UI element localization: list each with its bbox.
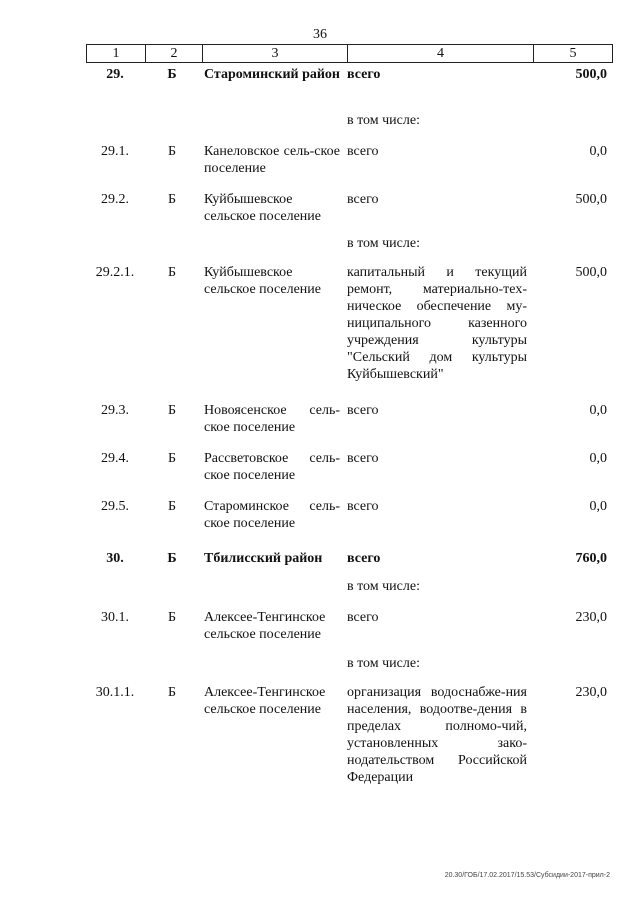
row-number: 29.2. <box>101 192 129 207</box>
row-purpose: всего <box>347 610 379 625</box>
row-category: Б <box>167 551 177 566</box>
row-category: Б <box>167 144 177 159</box>
header-col-1: 1 <box>87 45 146 63</box>
row-number: 29.5. <box>101 499 129 514</box>
row-amount: 0,0 <box>589 403 607 418</box>
header-col-3: 3 <box>203 45 348 63</box>
row-purpose: всего <box>347 144 379 159</box>
row-number: 30.1. <box>101 610 129 625</box>
row-recipient: Новоясенское сель-ское поселение <box>204 403 340 435</box>
row-number: 29.1. <box>101 144 129 159</box>
row-recipient: Рассветовское сель-ское поселение <box>204 451 340 483</box>
row-recipient: Алексее-Тенгинское сельское поселение <box>204 610 326 642</box>
header-col-5: 5 <box>534 45 613 63</box>
row-category: Б <box>167 685 177 700</box>
row-recipient: Куйбышевское сельское поселение <box>204 265 321 297</box>
row-category: Б <box>167 192 177 207</box>
row-purpose: организация водоснабже-ния населения, водоотве-дения в пределах полномо-чий, установленных зако-нодательством Российской Федерации <box>347 685 527 785</box>
including-label: в том числе: <box>347 579 420 594</box>
row-amount: 230,0 <box>575 685 607 700</box>
row-category: Б <box>167 403 177 418</box>
row-recipient: Староминский район <box>204 67 340 82</box>
header-col-2: 2 <box>146 45 203 63</box>
including-label: в том числе: <box>347 656 420 671</box>
row-recipient: Алексее-Тенгинское сельское поселение <box>204 685 326 717</box>
row-amount: 500,0 <box>575 192 607 207</box>
row-category: Б <box>167 265 177 280</box>
row-number: 29.4. <box>101 451 129 466</box>
row-purpose: всего <box>347 67 381 82</box>
row-amount: 0,0 <box>589 451 607 466</box>
including-label: в том числе: <box>347 113 420 128</box>
page-number: 36 <box>313 27 327 42</box>
including-label: в том числе: <box>347 236 420 251</box>
row-purpose: капитальный и текущий ремонт, материально-тех-ническое обеспечение му-ниципального казенного учреждения культуры "Сельский дом культуры Куйбышевский" <box>347 265 527 382</box>
row-category: Б <box>167 610 177 625</box>
row-recipient: Канеловское сель-ское поселение <box>204 144 340 176</box>
row-purpose: всего <box>347 403 379 418</box>
footer-file-path: 20.30/ГОБ/17.02.2017/15.53/Субсидии-2017-прил-2 <box>444 872 610 879</box>
row-amount: 500,0 <box>575 265 607 280</box>
row-purpose: всего <box>347 499 379 514</box>
row-number: 29.2.1. <box>95 265 135 280</box>
row-number: 30. <box>106 551 124 566</box>
row-number: 29. <box>106 67 124 82</box>
row-category: Б <box>167 499 177 514</box>
row-recipient: Тбилисский район <box>204 551 323 566</box>
row-number: 30.1.1. <box>95 685 135 700</box>
row-amount: 0,0 <box>589 144 607 159</box>
row-recipient: Староминское сель-ское поселение <box>204 499 340 531</box>
row-amount: 500,0 <box>575 67 607 82</box>
row-purpose: всего <box>347 192 379 207</box>
row-purpose: всего <box>347 551 381 566</box>
row-number: 29.3. <box>101 403 129 418</box>
column-header-table <box>86 44 613 63</box>
row-amount: 0,0 <box>589 499 607 514</box>
row-recipient: Куйбышевское сельское поселение <box>204 192 321 224</box>
row-category: Б <box>167 67 177 82</box>
row-category: Б <box>167 451 177 466</box>
header-col-4: 4 <box>348 45 534 63</box>
row-purpose: всего <box>347 451 379 466</box>
row-amount: 760,0 <box>575 551 607 566</box>
row-amount: 230,0 <box>575 610 607 625</box>
